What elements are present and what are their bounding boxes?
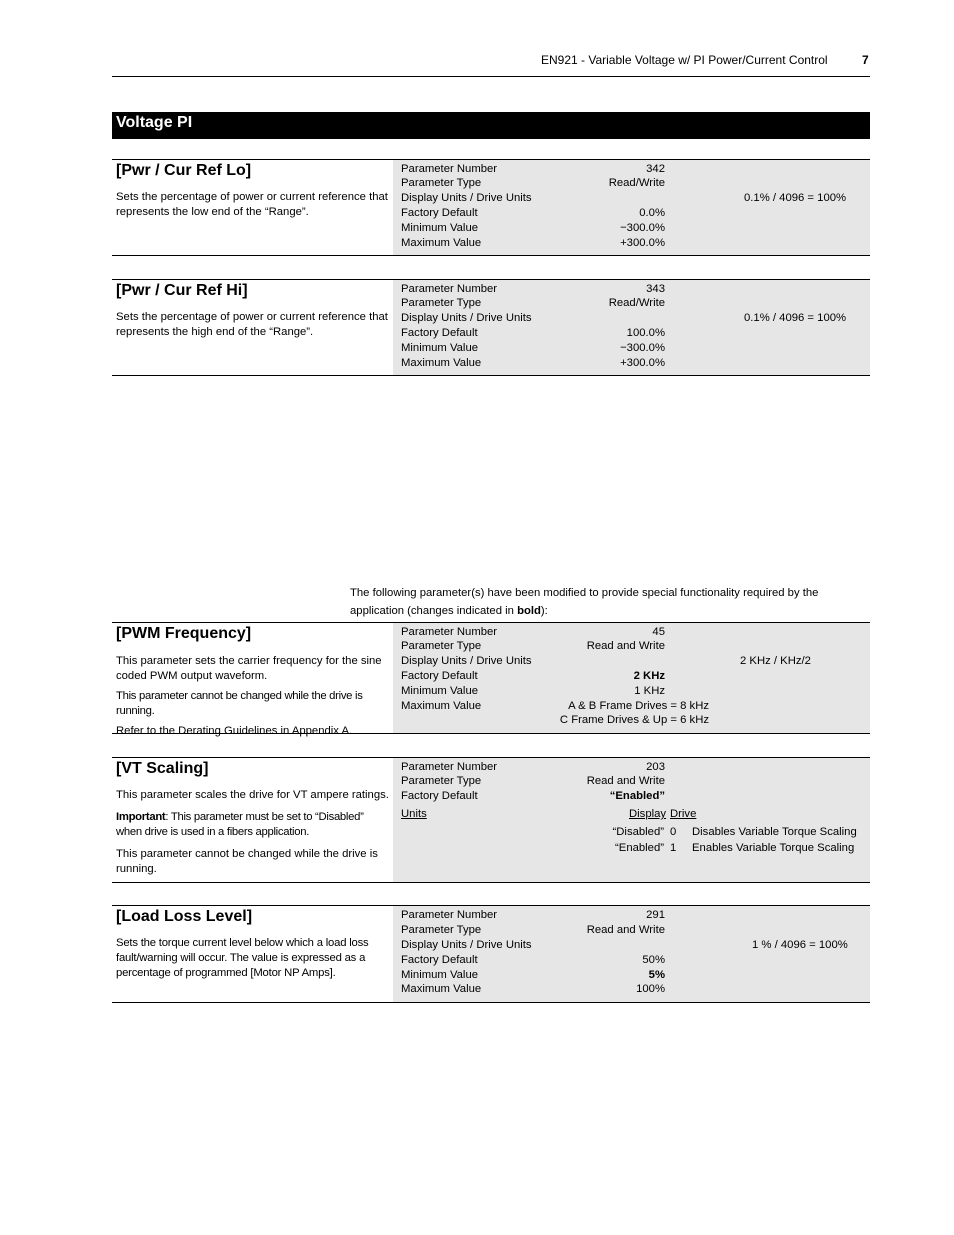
value-factory-default: “Enabled” — [609, 790, 665, 802]
param-description: Sets the percentage of power or current reference that represents the high end of the “Range”. — [116, 311, 388, 338]
label-max-value: Maximum Value — [401, 983, 482, 995]
value-min: −300.0% — [620, 222, 665, 234]
param-block-pwr-cur-ref-hi — [112, 279, 870, 376]
note-end: ): — [540, 605, 548, 617]
value-param-type: Read and Write — [586, 640, 665, 652]
page-number: 7 — [862, 53, 869, 67]
value-display-units: 1 % / 4096 = 100% — [752, 939, 848, 951]
param-description-1: This parameter sets the carrier frequency for the sine coded PWM output waveform. — [116, 655, 382, 682]
label-param-type: Parameter Type — [401, 297, 482, 309]
label-param-number: Parameter Number — [401, 283, 498, 295]
section-title: Voltage PI — [116, 114, 193, 131]
page-header-title: EN921 - Variable Voltage w/ PI Power/Current Control — [541, 53, 828, 67]
note-text: The following parameter(s) have been modified to provide special functionality required by the application (changes indicated in — [350, 587, 819, 617]
value-param-number: 203 — [646, 761, 665, 773]
value-factory-default: 100.0% — [626, 327, 665, 339]
param-name: [VT Scaling] — [116, 760, 209, 777]
option-drive: 1 — [670, 842, 677, 854]
label-min-value: Minimum Value — [401, 969, 479, 981]
label-param-type: Parameter Type — [401, 924, 482, 936]
value-max-c-frame: C Frame Drives & Up = 6 kHz — [559, 714, 709, 726]
label-max-value: Maximum Value — [401, 357, 482, 369]
label-factory-default: Factory Default — [401, 790, 478, 802]
value-param-number: 342 — [646, 163, 665, 175]
header-rule — [112, 76, 870, 77]
label-param-number: Parameter Number — [401, 909, 498, 921]
value-factory-default: 0.0% — [639, 207, 665, 219]
label-factory-default: Factory Default — [401, 207, 478, 219]
param-block-vt-scaling — [112, 757, 870, 883]
important-label: Important — [116, 811, 166, 823]
label-factory-default: Factory Default — [401, 327, 478, 339]
param-table — [393, 280, 870, 375]
param-table — [393, 758, 870, 882]
param-description: Sets the percentage of power or current reference that represents the low end of the “Range”. — [116, 191, 388, 218]
value-param-type: Read/Write — [608, 177, 665, 189]
value-max-ab-frame: A & B Frame Drives = 8 kHz — [568, 700, 709, 712]
option-display: “Disabled” — [612, 826, 664, 838]
value-max: +300.0% — [620, 357, 665, 369]
note-bold: bold — [517, 605, 541, 617]
option-meaning: Disables Variable Torque Scaling — [692, 826, 857, 838]
value-max: +300.0% — [620, 237, 665, 249]
param-name: [Load Loss Level] — [116, 908, 253, 925]
value-param-type: Read and Write — [586, 775, 665, 787]
param-block-pwm-frequency — [112, 622, 870, 737]
label-param-type: Parameter Type — [401, 775, 482, 787]
label-factory-default: Factory Default — [401, 954, 478, 966]
modified-params-note — [350, 584, 850, 620]
param-description — [116, 654, 391, 744]
param-description: Sets the torque current level below which a load loss fault/warning will occur. The value is expressed as a percentage of programmed [Motor NP Amps]. — [116, 937, 369, 979]
label-max-value: Maximum Value — [401, 237, 482, 249]
param-name: [Pwr / Cur Ref Hi] — [116, 282, 248, 299]
label-display-units: Display Units / Drive Units — [401, 655, 532, 667]
param-description-2: This parameter cannot be changed while the drive is running. — [116, 690, 363, 717]
label-factory-default: Factory Default — [401, 670, 478, 682]
value-display-units: 0.1% / 4096 = 100% — [744, 192, 847, 204]
label-min-value: Minimum Value — [401, 685, 479, 697]
param-block-pwr-cur-ref-lo — [112, 159, 870, 256]
value-min: −300.0% — [620, 342, 665, 354]
value-param-number: 291 — [646, 909, 665, 921]
label-display-units: Display Units / Drive Units — [401, 312, 532, 324]
label-min-value: Minimum Value — [401, 222, 479, 234]
col-header-display: Display — [629, 808, 667, 820]
value-factory-default: 2 KHz — [633, 670, 665, 682]
label-param-number: Parameter Number — [401, 163, 498, 175]
col-header-drive: Drive — [670, 808, 697, 820]
value-param-type: Read and Write — [586, 924, 665, 936]
param-name: [PWM Frequency] — [116, 625, 252, 642]
value-param-type: Read/Write — [608, 297, 665, 309]
param-table — [393, 906, 870, 1002]
value-param-number: 45 — [652, 626, 665, 638]
param-name: [Pwr / Cur Ref Lo] — [116, 162, 252, 179]
value-display-units: 0.1% / 4096 = 100% — [744, 312, 847, 324]
label-units: Units — [401, 808, 427, 820]
section-bar — [112, 112, 870, 139]
option-display: “Enabled” — [615, 842, 664, 854]
value-param-number: 343 — [646, 283, 665, 295]
option-drive: 0 — [670, 826, 677, 838]
param-description-3: This parameter cannot be changed while the drive is running. — [116, 848, 378, 875]
label-max-value: Maximum Value — [401, 700, 482, 712]
option-meaning: Enables Variable Torque Scaling — [692, 842, 855, 854]
value-max: 100% — [636, 983, 665, 995]
label-param-number: Parameter Number — [401, 626, 498, 638]
label-param-number: Parameter Number — [401, 761, 498, 773]
param-description — [116, 788, 391, 882]
value-min: 1 KHz — [634, 685, 665, 697]
label-param-type: Parameter Type — [401, 177, 482, 189]
label-display-units: Display Units / Drive Units — [401, 192, 532, 204]
param-description-3: Refer to the Derating Guidelines in Appendix A. — [116, 725, 353, 737]
label-display-units: Display Units / Drive Units — [401, 939, 532, 951]
param-table — [393, 160, 870, 255]
param-block-load-loss-level — [112, 905, 870, 1003]
param-description-2: Important: This parameter must be set to “Disabled” when drive is used in a fibers application. — [116, 811, 364, 838]
value-min: 5% — [648, 969, 665, 981]
label-param-type: Parameter Type — [401, 640, 482, 652]
value-display-units: 2 KHz / KHz/2 — [740, 655, 811, 667]
value-factory-default: 50% — [642, 954, 665, 966]
param-description-1: This parameter scales the drive for VT ampere ratings. — [116, 789, 389, 801]
label-min-value: Minimum Value — [401, 342, 479, 354]
param-table — [393, 623, 870, 733]
